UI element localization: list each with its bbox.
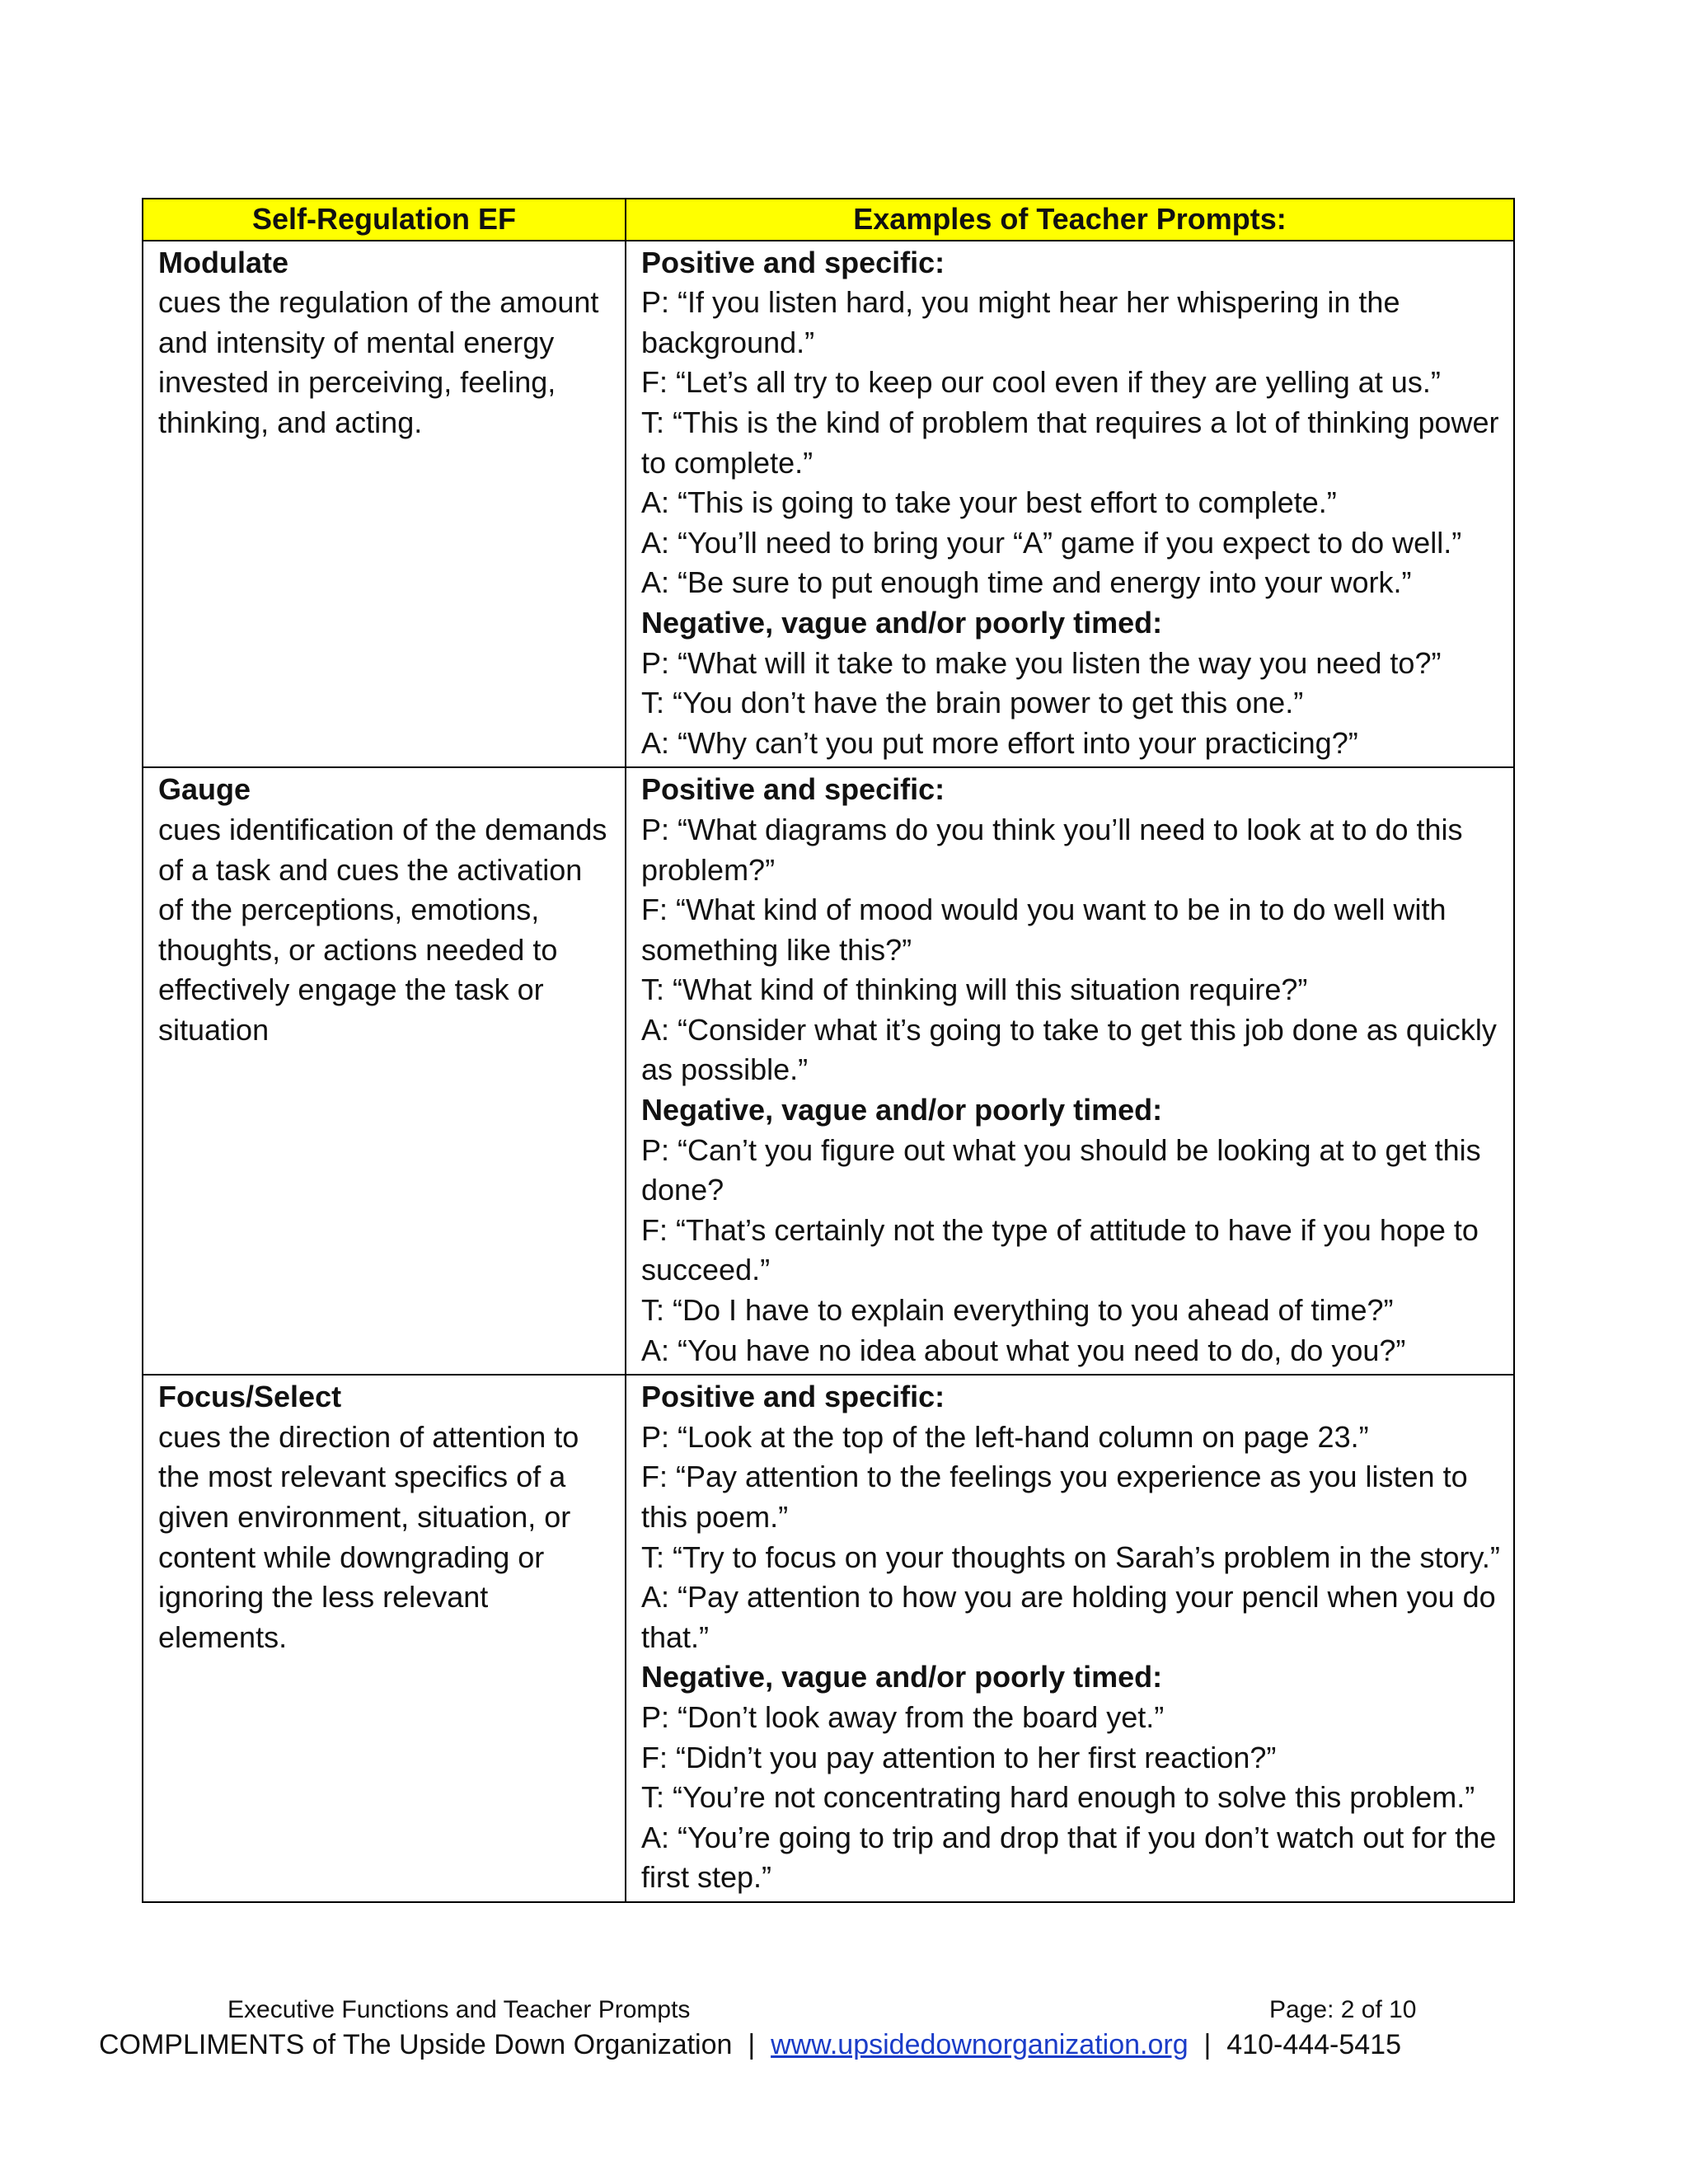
ef-term: Modulate [158, 245, 288, 279]
prompt-line: A: “Why can’t you put more effort into your practicing?” [641, 725, 1358, 760]
negative-label: Negative, vague and/or poorly timed: [641, 605, 1163, 640]
negative-label: Negative, vague and/or poorly timed: [641, 1660, 1163, 1694]
footer-compliments: COMPLIMENTS of The Upside Down Organization [98, 2029, 733, 2060]
ef-term: Gauge [158, 772, 251, 807]
positive-label: Positive and specific: [641, 245, 945, 279]
footer-separator: | [748, 2029, 756, 2060]
ef-description: cues the regulation of the amount and intensity of mental energy invested in perceiving, feeling, thinking, and acting. [158, 285, 599, 439]
footer-website-link[interactable]: www.upsidedownorganization.org [771, 2029, 1189, 2060]
positive-label: Positive and specific: [641, 1380, 945, 1414]
prompt-line: A: “You’re going to trip and drop that if you don’t watch out for the first step.” [641, 1820, 1497, 1895]
prompt-line: T: “You’re not concentrating hard enough to solve this problem.” [641, 1780, 1475, 1815]
prompt-line: P: “Don’t look away from the board yet.” [641, 1699, 1165, 1734]
ef-term: Focus/Select [158, 1380, 342, 1414]
table-row [143, 767, 1514, 1375]
ef-cell [143, 1375, 626, 1902]
prompt-line: T: “Do I have to explain everything to you ahead of time?” [641, 1293, 1394, 1328]
ef-cell [143, 767, 626, 1375]
teacher-prompts-table [142, 198, 1515, 1903]
prompts-cell [626, 1375, 1514, 1902]
prompt-line: F: “What kind of mood would you want to be in to do well with something like this?” [641, 893, 1447, 967]
prompt-line: A: “Consider what it’s going to take to get this job done as quickly as possible.” [641, 1012, 1497, 1087]
prompt-line: T: “Try to focus on your thoughts on Sarah’s problem in the story.” [641, 1540, 1500, 1574]
footer-phone: 410-444-5415 [1226, 2029, 1402, 2060]
positive-label: Positive and specific: [641, 772, 945, 807]
prompt-line: F: “Pay attention to the feelings you experience as you listen to this poem.” [641, 1460, 1468, 1534]
prompt-line: P: “Look at the top of the left-hand column on page 23.” [641, 1419, 1369, 1454]
prompt-line: T: “You don’t have the brain power to get this one.” [641, 686, 1304, 720]
table-header-row [143, 199, 1514, 241]
footer-doc-title: Executive Functions and Teacher Prompts [227, 1996, 691, 2023]
prompt-line: F: “Let’s all try to keep our cool even if they are yelling at us.” [641, 365, 1441, 400]
footer-page-number: Page: 2 of 10 [1269, 1996, 1417, 2023]
prompt-line: P: “What will it take to make you listen the way you need to?” [641, 645, 1442, 680]
prompt-line: P: “If you listen hard, you might hear her whispering in the background.” [641, 285, 1400, 359]
prompt-line: T: “This is the kind of problem that requires a lot of thinking power to complete.” [641, 405, 1499, 480]
table-row [143, 1375, 1514, 1902]
prompt-line: A: “You’ll need to bring your “A” game if you expect to do well.” [641, 525, 1462, 560]
negative-label: Negative, vague and/or poorly timed: [641, 1093, 1163, 1127]
prompt-line: P: “Can’t you figure out what you should be looking at to get this done? [641, 1132, 1481, 1207]
prompt-line: A: “Pay attention to how you are holding your pencil when you do that.” [641, 1580, 1496, 1654]
prompt-line: A: “Be sure to put enough time and energy into your work.” [641, 565, 1412, 600]
prompt-line: F: “Didn’t you pay attention to her first reaction?” [641, 1740, 1277, 1774]
prompt-line: F: “That’s certainly not the type of attitude to have if you hope to succeed.” [641, 1212, 1479, 1287]
prompt-line: P: “What diagrams do you think you’ll need to look at to do this problem?” [641, 812, 1463, 887]
prompt-line: A: “This is going to take your best effort to complete.” [641, 485, 1337, 520]
column-header-ef: Self-Regulation EF [143, 199, 626, 241]
column-header-prompts: Examples of Teacher Prompts: [626, 199, 1514, 241]
footer-separator: | [1203, 2029, 1212, 2060]
ef-description: cues the direction of attention to the most relevant specifics of a given environment, situation, or content while downgrading or ignoring the less relevant elements. [158, 1419, 579, 1654]
prompts-cell [626, 767, 1514, 1375]
prompt-line: T: “What kind of thinking will this situation require?” [641, 972, 1308, 1007]
footer-bottom [0, 2029, 1500, 2061]
ef-description: cues identification of the demands of a task and cues the activation of the perceptions, emotions, thoughts, or actions needed to effectively engage the task or situation [158, 812, 607, 1047]
prompt-line: A: “You have no idea about what you need to do, do you?” [641, 1333, 1406, 1367]
prompts-cell [626, 241, 1514, 768]
table-row [143, 241, 1514, 768]
ef-cell [143, 241, 626, 768]
